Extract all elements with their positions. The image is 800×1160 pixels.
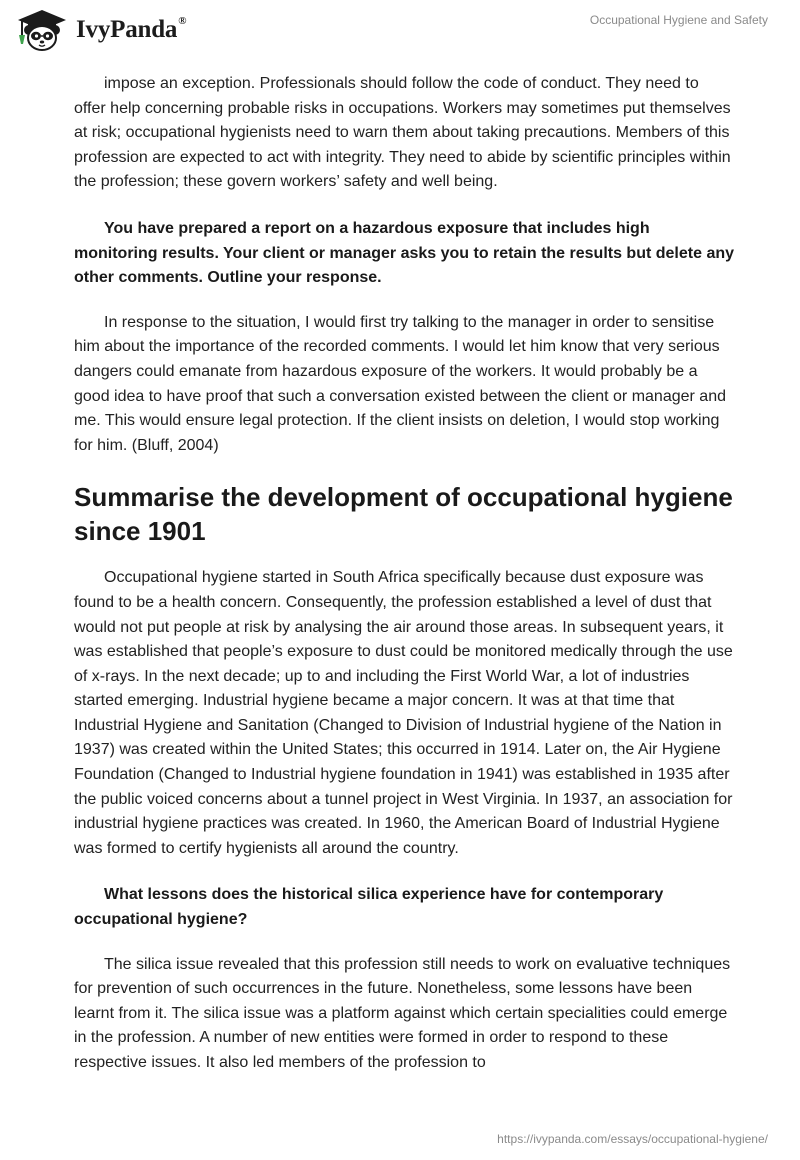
panda-graduate-icon (14, 8, 70, 52)
site-logo[interactable] (14, 8, 186, 52)
logo-wordmark: IvyPanda® (76, 14, 187, 43)
paragraph: impose an exception. Professionals should follow the code of conduct. They need to offer help concerning probable risks in occupations. Workers may sometimes put themselves at risk; occupational hygienists need to warn them about taking precautions. Members of this profession are expected to act with integrity. They need to abide by scientific principles within the profession; these govern workers’ safety and well being. (74, 75, 731, 191)
paragraph: The silica issue revealed that this profession still needs to work on evaluative techniques for prevention of such occurrences in the future. Nonetheless, some lessons have been learnt from it. The silica issue was a platform against which certain specialities could emerge in the profession. A number of new entities were formed in order to respond to these respective issues. It also led members of the profession to (74, 955, 731, 1071)
source-url[interactable]: https://ivypanda.com/essays/occupational-hygiene/ (497, 1132, 768, 1146)
question-heading: What lessons does the historical silica experience have for contemporary occupational hygiene? (74, 886, 664, 929)
section-heading: Summarise the development of occupational hygiene since 1901 (74, 482, 733, 547)
paragraph: Occupational hygiene started in South Africa specifically because dust exposure was found to be a health concern. Consequently, the profession established a level of dust that would not put people at risk by analysing the air around those areas. In subsequent years, it was established that people’s exposure to dust could be monitored medically through the use of x-rays. In the next decade; up to and including the First World War, a lot of industries started emerging. Industrial hygiene became a major concern. It was at that time that Industrial Hygiene and Sanitation (Changed to Division of Industrial hygiene of the Nation in 1937) was created within the United States; this occurred in 1914. Later on, the Air Hygiene Foundation (Changed to Industrial hygiene foundation in 1941) was established in 1935 after the public voiced concerns about a tunnel project in West Virginia. In 1937, an association for industrial hygiene practices was created. In 1960, the American Board of Industrial Hygiene was formed to certify hygienists all around the country. (74, 569, 733, 857)
question-heading: You have prepared a report on a hazardous exposure that includes high monitoring results. Your client or manager asks you to retain the results but delete any other comments. Outline your response. (74, 219, 735, 287)
paragraph: In response to the situation, I would first try talking to the manager in order to sensitise him about the importance of the recorded comments. I would let him know that very serious dangers could emanate from hazardous exposure of the workers. It would probably be a good idea to have proof that such a conversation existed between the client or manager and me. This would ensure legal protection. If the client insists on deletion, I would stop working for him. (Bluff, 2004) (74, 313, 726, 454)
page-header (0, 0, 800, 60)
running-title: Occupational Hygiene and Safety (589, 13, 768, 27)
essay-body (74, 72, 734, 1076)
